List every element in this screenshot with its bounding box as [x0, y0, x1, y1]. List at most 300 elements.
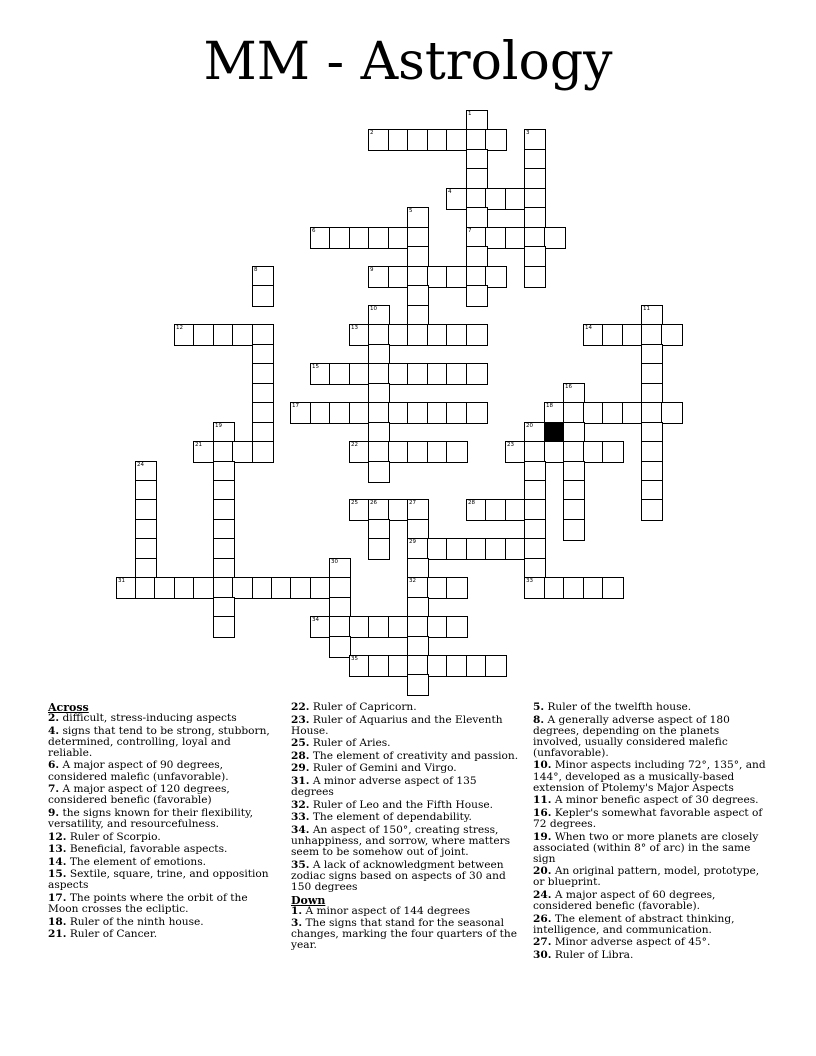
grid-cell[interactable]: [408, 500, 428, 520]
grid-cell[interactable]: [214, 598, 234, 618]
cell-number: 30: [331, 559, 338, 565]
grid-cell[interactable]: [467, 228, 487, 248]
grid-cell[interactable]: [408, 559, 428, 579]
clue-item: [291, 906, 519, 917]
grid-cell[interactable]: [253, 403, 273, 423]
clue-item: [533, 715, 769, 759]
grid-cell[interactable]: [525, 442, 545, 462]
clue-number: 16.: [533, 806, 552, 819]
grid-cell[interactable]: [642, 403, 662, 423]
grid-cell[interactable]: [253, 345, 273, 365]
grid-cell[interactable]: [136, 539, 156, 559]
clue-item: [48, 893, 276, 915]
grid-cell[interactable]: [486, 539, 506, 559]
clue-text: Ruler of Libra.: [554, 948, 634, 961]
grid-cell[interactable]: [214, 442, 234, 462]
grid-cell[interactable]: [467, 364, 487, 384]
grid-cell[interactable]: [662, 403, 682, 423]
grid-cell[interactable]: [545, 442, 565, 462]
grid-cell[interactable]: [330, 364, 350, 384]
clue-number: 19.: [533, 830, 552, 843]
grid-cell[interactable]: [525, 423, 545, 443]
clue-text: Minor adverse aspect of 45°.: [554, 936, 711, 949]
cell-number: 24: [137, 462, 144, 468]
clue-text: A minor aspect of 144 degrees: [305, 904, 471, 917]
clue-item: [48, 917, 276, 928]
grid-cell[interactable]: [136, 559, 156, 579]
grid-cell[interactable]: [233, 578, 253, 598]
grid-cell[interactable]: [253, 578, 273, 598]
grid-cell[interactable]: [389, 500, 409, 520]
grid-cell[interactable]: [467, 169, 487, 189]
clue-number: 17.: [48, 892, 67, 904]
grid-cell[interactable]: [214, 481, 234, 501]
grid-cell[interactable]: [253, 325, 273, 345]
clue-item: [48, 869, 276, 891]
grid-cell[interactable]: [311, 578, 331, 598]
grid-cell[interactable]: [253, 364, 273, 384]
grid-cell[interactable]: [389, 403, 409, 423]
grid-cell[interactable]: [194, 442, 214, 462]
grid-cell[interactable]: [214, 325, 234, 345]
grid-cell[interactable]: [369, 228, 389, 248]
grid-cell[interactable]: [408, 364, 428, 384]
cell-number: 29: [409, 539, 416, 545]
grid-cell[interactable]: [389, 325, 409, 345]
grid-cell[interactable]: [467, 111, 487, 131]
grid-cell[interactable]: [447, 442, 467, 462]
grid-cell[interactable]: [330, 559, 350, 579]
grid-cell[interactable]: [369, 364, 389, 384]
clue-text: Ruler of Leo and the Fifth House.: [312, 798, 494, 811]
clue-item: [291, 751, 519, 762]
grid-cell[interactable]: [623, 325, 643, 345]
grid-cell[interactable]: [408, 228, 428, 248]
clue-number: 9.: [48, 806, 60, 819]
grid-cell[interactable]: [253, 286, 273, 306]
clue-text: Sextile, square, trine, and opposition aspects: [48, 868, 269, 892]
grid-cell[interactable]: [311, 364, 331, 384]
grid-cell[interactable]: [525, 228, 545, 248]
grid-cell[interactable]: [369, 384, 389, 404]
grid-cell[interactable]: [369, 656, 389, 676]
grid-cell[interactable]: [525, 130, 545, 150]
clue-item: [48, 713, 276, 724]
clue-item: [533, 795, 769, 806]
grid-cell[interactable]: [447, 578, 467, 598]
grid-cell[interactable]: [214, 500, 234, 520]
clue-text: the signs known for their flexibility, versatility, and resourcefulness.: [48, 806, 254, 830]
grid-cell[interactable]: [253, 384, 273, 404]
grid-cell[interactable]: [447, 325, 467, 345]
grid-cell[interactable]: [447, 189, 467, 209]
grid-cell[interactable]: [525, 150, 545, 170]
clue-item: [48, 808, 276, 830]
clue-number: 25.: [291, 737, 310, 750]
clue-text: A major aspect of 120 degrees, considered benefic (favorable): [48, 783, 230, 807]
grid-cell[interactable]: [350, 442, 370, 462]
clue-item: [291, 800, 519, 811]
grid-cell[interactable]: [467, 539, 487, 559]
grid-cell[interactable]: [389, 656, 409, 676]
grid-cell[interactable]: [506, 189, 526, 209]
grid-cell[interactable]: [467, 150, 487, 170]
clue-number: 14.: [48, 855, 67, 868]
grid-cell[interactable]: [389, 617, 409, 637]
grid-cell[interactable]: [584, 442, 604, 462]
grid-cell[interactable]: [369, 442, 389, 462]
grid-cell[interactable]: [525, 481, 545, 501]
grid-cell[interactable]: [330, 637, 350, 657]
grid-cell[interactable]: [545, 403, 565, 423]
grid-cell[interactable]: [564, 500, 584, 520]
clue-number: 29.: [291, 762, 310, 775]
clue-text: The points where the orbit of the Moon crosses the ecliptic.: [48, 892, 248, 916]
grid-cell[interactable]: [428, 617, 448, 637]
grid-cell[interactable]: [467, 286, 487, 306]
grid-cell[interactable]: [350, 325, 370, 345]
clue-text: A lack of acknowledgment between zodiac signs based on aspects of 30 and 150 degrees: [291, 858, 506, 893]
grid-cell[interactable]: [330, 578, 350, 598]
grid-cell[interactable]: [447, 656, 467, 676]
grid-cell[interactable]: [486, 130, 506, 150]
grid-cell[interactable]: [350, 228, 370, 248]
grid-cell[interactable]: [408, 130, 428, 150]
cell-number: 33: [526, 578, 533, 584]
grid-cell[interactable]: [428, 364, 448, 384]
grid-cell[interactable]: [564, 384, 584, 404]
grid-cell[interactable]: [408, 286, 428, 306]
grid-cell[interactable]: [350, 364, 370, 384]
grid-cell[interactable]: [545, 228, 565, 248]
clue-number: 12.: [48, 830, 67, 843]
clue-number: 35.: [291, 858, 310, 871]
page-title: MM - Astrology: [203, 32, 613, 92]
grid-cell[interactable]: [117, 578, 137, 598]
grid-cell[interactable]: [408, 325, 428, 345]
grid-cell[interactable]: [214, 559, 234, 579]
clue-text: An original pattern, model, prototype, or blueprint.: [533, 865, 760, 889]
grid-cell[interactable]: [467, 208, 487, 228]
clue-text: A major aspect of 90 degrees, considered malefic (unfavorable).: [48, 759, 229, 783]
grid-cell[interactable]: [389, 267, 409, 287]
cell-number: 8: [254, 267, 258, 273]
clue-text: Ruler of the twelfth house.: [547, 701, 692, 713]
grid-cell[interactable]: [136, 462, 156, 482]
grid-cell[interactable]: [467, 403, 487, 423]
grid-cell[interactable]: [525, 539, 545, 559]
clue-item: [533, 808, 769, 830]
grid-cell[interactable]: [506, 539, 526, 559]
grid-cell[interactable]: [642, 325, 662, 345]
clue-text: Ruler of Scorpio.: [69, 830, 161, 843]
grid-cell[interactable]: [428, 656, 448, 676]
grid-cell[interactable]: [642, 364, 662, 384]
grid-cell[interactable]: [525, 559, 545, 579]
clue-number: 4.: [48, 724, 60, 737]
grid-cell[interactable]: [428, 130, 448, 150]
grid-cell[interactable]: [564, 462, 584, 482]
grid-cell[interactable]: [350, 403, 370, 423]
grid-cell[interactable]: [369, 617, 389, 637]
grid-cell[interactable]: [564, 403, 584, 423]
cell-number: 32: [409, 578, 416, 584]
grid-cell[interactable]: [447, 267, 467, 287]
grid-cell[interactable]: [408, 637, 428, 657]
grid-cell[interactable]: [369, 403, 389, 423]
grid-cell[interactable]: [662, 325, 682, 345]
grid-cell[interactable]: [369, 130, 389, 150]
grid-cell[interactable]: [623, 403, 643, 423]
grid-cell[interactable]: [642, 481, 662, 501]
grid-cell[interactable]: [214, 539, 234, 559]
clue-text: Ruler of Capricorn.: [312, 701, 417, 713]
grid-cell[interactable]: [525, 169, 545, 189]
grid-cell[interactable]: [525, 208, 545, 228]
grid-cell[interactable]: [584, 325, 604, 345]
cell-number: 12: [176, 325, 183, 331]
clue-text: signs that tend to be strong, stubborn, determined, controlling, loyal and reliable.: [48, 724, 270, 759]
grid-cell[interactable]: [214, 578, 234, 598]
cell-number: 22: [351, 442, 358, 448]
grid-cell[interactable]: [506, 442, 526, 462]
grid-cell[interactable]: [330, 598, 350, 618]
clue-text: When two or more planets are closely associated (within 8° of arc) in the same sign: [533, 830, 759, 865]
grid-cell[interactable]: [525, 578, 545, 598]
grid-cell[interactable]: [525, 189, 545, 209]
grid-cell[interactable]: [564, 442, 584, 462]
cell-number: 13: [351, 325, 358, 331]
cell-number: 21: [195, 442, 202, 448]
grid-cell[interactable]: [603, 578, 623, 598]
grid-cell[interactable]: [194, 325, 214, 345]
grid-cell[interactable]: [564, 481, 584, 501]
grid-cell[interactable]: [642, 345, 662, 365]
grid-cell[interactable]: [136, 578, 156, 598]
grid-cell[interactable]: [350, 617, 370, 637]
grid-cell[interactable]: [330, 617, 350, 637]
grid-cell[interactable]: [525, 267, 545, 287]
grid-cell[interactable]: [525, 462, 545, 482]
grid-cell[interactable]: [525, 500, 545, 520]
grid-cell[interactable]: [642, 500, 662, 520]
grid-cell[interactable]: [350, 500, 370, 520]
grid-cell[interactable]: [642, 442, 662, 462]
grid-cell[interactable]: [486, 228, 506, 248]
cell-number: 18: [546, 403, 553, 409]
grid-cell[interactable]: [642, 306, 662, 326]
grid-cell[interactable]: [408, 520, 428, 540]
grid-cell[interactable]: [389, 442, 409, 462]
grid-cell[interactable]: [233, 325, 253, 345]
grid-cell[interactable]: [467, 130, 487, 150]
grid-cell[interactable]: [389, 130, 409, 150]
grid-cell[interactable]: [603, 325, 623, 345]
clue-text: Ruler of Aries.: [312, 737, 391, 750]
grid-cell[interactable]: [175, 578, 195, 598]
grid-cell[interactable]: [311, 228, 331, 248]
grid-cell[interactable]: [136, 500, 156, 520]
clue-item: [533, 832, 769, 865]
grid-cell[interactable]: [369, 267, 389, 287]
cell-number: 3: [526, 130, 530, 136]
cell-number: 11: [643, 306, 650, 312]
grid-cell[interactable]: [642, 384, 662, 404]
grid-cell[interactable]: [311, 617, 331, 637]
grid-cell[interactable]: [369, 520, 389, 540]
grid-cell[interactable]: [272, 578, 292, 598]
grid-cell[interactable]: [330, 403, 350, 423]
grid-cell[interactable]: [311, 403, 331, 423]
grid-cell[interactable]: [389, 364, 409, 384]
grid-cell[interactable]: [525, 247, 545, 267]
grid-cell[interactable]: [408, 656, 428, 676]
grid-cell[interactable]: [408, 267, 428, 287]
grid-cell[interactable]: [564, 520, 584, 540]
grid-cell[interactable]: [291, 403, 311, 423]
grid-cell[interactable]: [369, 539, 389, 559]
grid-cell[interactable]: [486, 189, 506, 209]
grid-cell[interactable]: [467, 247, 487, 267]
grid-cell[interactable]: [253, 442, 273, 462]
grid-cell[interactable]: [642, 423, 662, 443]
grid-cell[interactable]: [408, 617, 428, 637]
grid-cell[interactable]: [369, 306, 389, 326]
grid-cell[interactable]: [136, 520, 156, 540]
grid-cell[interactable]: [584, 403, 604, 423]
grid-cell[interactable]: [564, 423, 584, 443]
grid-cell[interactable]: [194, 578, 214, 598]
grid-cell[interactable]: [447, 364, 467, 384]
grid-cell[interactable]: [603, 442, 623, 462]
grid-cell[interactable]: [486, 656, 506, 676]
grid-cell[interactable]: [447, 403, 467, 423]
cell-number: 14: [585, 325, 592, 331]
grid-cell[interactable]: [408, 539, 428, 559]
grid-cell[interactable]: [389, 228, 409, 248]
grid-cell[interactable]: [467, 267, 487, 287]
grid-cell[interactable]: [175, 325, 195, 345]
grid-cell[interactable]: [584, 578, 604, 598]
clue-number: 11.: [533, 794, 552, 807]
clues-column-1: [48, 702, 276, 942]
clue-section-heading: Down: [291, 893, 326, 907]
clue-number: 33.: [291, 811, 310, 824]
clue-number: 7.: [48, 783, 60, 796]
grid-cell[interactable]: [369, 500, 389, 520]
grid-cell[interactable]: [408, 578, 428, 598]
clue-item: [48, 784, 276, 806]
clue-section-heading: Across: [48, 701, 89, 714]
cell-number: 4: [448, 189, 452, 195]
grid-cell[interactable]: [428, 267, 448, 287]
grid-cell[interactable]: [408, 442, 428, 462]
grid-cell[interactable]: [428, 578, 448, 598]
clue-number: 5.: [533, 701, 545, 713]
grid-cell[interactable]: [369, 345, 389, 365]
grid-cell[interactable]: [467, 189, 487, 209]
clue-text: Ruler of Cancer.: [69, 928, 158, 941]
cell-number: 15: [312, 364, 319, 370]
clue-number: 23.: [291, 713, 310, 726]
clue-text: Kepler's somewhat favorable aspect of 72 degrees.: [533, 806, 763, 830]
cell-number: 7: [468, 228, 472, 234]
grid-cell[interactable]: [428, 403, 448, 423]
cell-number: 25: [351, 500, 358, 506]
grid-cell[interactable]: [214, 423, 234, 443]
clue-item: [48, 844, 276, 855]
grid-cell[interactable]: [564, 578, 584, 598]
grid-cell[interactable]: [486, 500, 506, 520]
grid-cell[interactable]: [447, 130, 467, 150]
grid-cell[interactable]: [506, 500, 526, 520]
grid-cell[interactable]: [486, 267, 506, 287]
cell-number: 9: [370, 267, 374, 273]
grid-cell[interactable]: [214, 462, 234, 482]
grid-cell[interactable]: [408, 598, 428, 618]
clue-number: 15.: [48, 868, 67, 881]
grid-cell[interactable]: [408, 208, 428, 228]
grid-cell[interactable]: [506, 228, 526, 248]
grid-cell[interactable]: [545, 578, 565, 598]
grid-cell[interactable]: [369, 325, 389, 345]
cell-number: 2: [370, 130, 374, 136]
grid-cell[interactable]: [447, 539, 467, 559]
grid-cell[interactable]: [330, 228, 350, 248]
grid-cell[interactable]: [428, 325, 448, 345]
grid-cell[interactable]: [253, 423, 273, 443]
grid-cell[interactable]: [408, 675, 428, 695]
clue-item: [291, 763, 519, 774]
grid-cell[interactable]: [428, 539, 448, 559]
grid-cell[interactable]: [428, 442, 448, 462]
clue-item: [533, 950, 769, 961]
grid-cell[interactable]: [525, 520, 545, 540]
cell-number: 17: [292, 403, 299, 409]
clue-number: 6.: [48, 759, 60, 772]
grid-cell[interactable]: [214, 617, 234, 637]
grid-cell[interactable]: [214, 520, 234, 540]
grid-cell[interactable]: [291, 578, 311, 598]
clue-text: Beneficial, favorable aspects.: [69, 843, 228, 856]
grid-cell[interactable]: [253, 267, 273, 287]
grid-cell[interactable]: [467, 325, 487, 345]
grid-cell[interactable]: [408, 403, 428, 423]
grid-cell[interactable]: [369, 462, 389, 482]
cell-number: 27: [409, 500, 416, 506]
grid-cell[interactable]: [408, 247, 428, 267]
cell-number: 35: [351, 656, 358, 662]
grid-cell[interactable]: [447, 617, 467, 637]
grid-cell[interactable]: [467, 500, 487, 520]
clue-item: [48, 929, 276, 940]
clue-text: A major aspect of 60 degrees, considered benefic (favorable).: [533, 889, 716, 913]
grid-cell[interactable]: [233, 442, 253, 462]
grid-cell[interactable]: [467, 656, 487, 676]
clue-number: 27.: [533, 936, 552, 949]
cell-number: 31: [118, 578, 125, 584]
grid-cell[interactable]: [136, 481, 156, 501]
grid-cell[interactable]: [603, 403, 623, 423]
clue-item: [291, 825, 519, 858]
grid-cell[interactable]: [642, 462, 662, 482]
grid-cell[interactable]: [369, 423, 389, 443]
grid-cell[interactable]: [350, 656, 370, 676]
grid-cell[interactable]: [155, 578, 175, 598]
clue-text: A minor benefic aspect of 30 degrees.: [554, 794, 759, 807]
clue-text: A minor adverse aspect of 135 degrees: [291, 775, 477, 799]
grid-cell[interactable]: [408, 306, 428, 326]
